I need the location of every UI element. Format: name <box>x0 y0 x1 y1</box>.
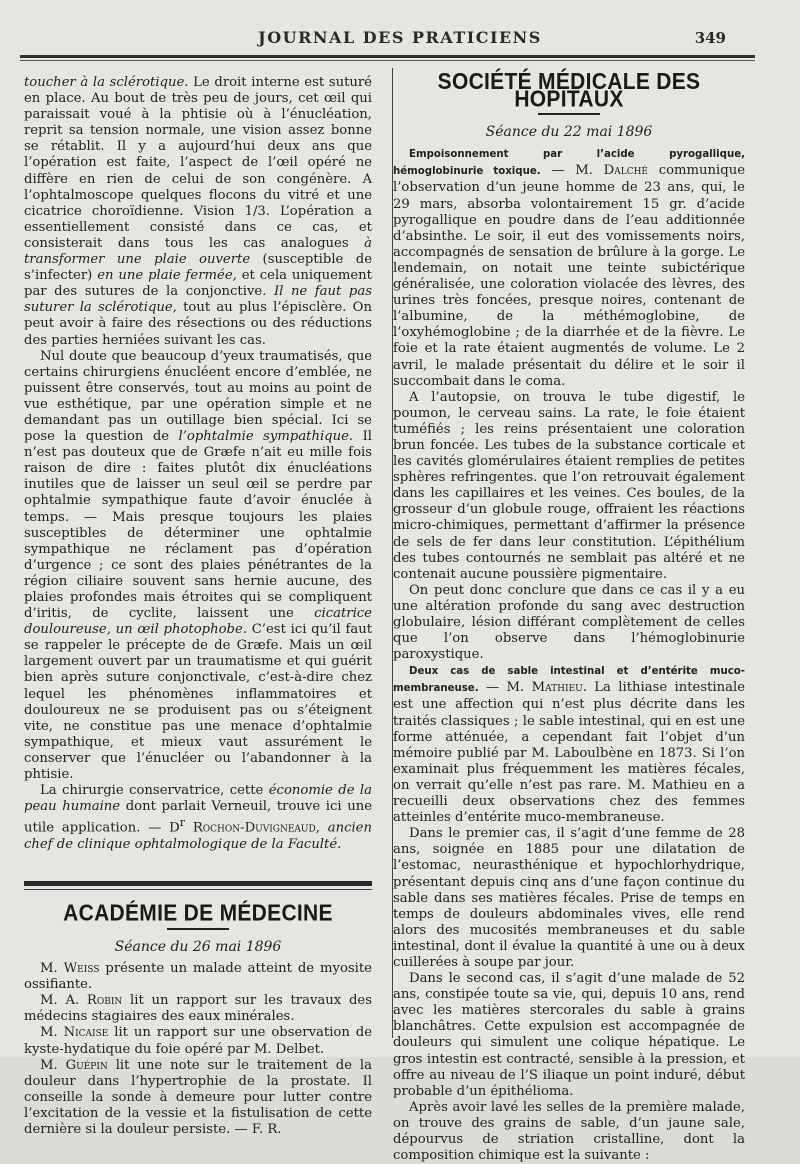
text-run: Le droit interne est suturé en place. Au bout de très peu de jours, cet œil qui paraissait voué à la phtisie où à l’énucléation, reprit sa tension normale, une vision assez bonne se rétablit. Il y a aujourd’hui deux ans que l’opération est faite, l’aspect de l’œil opéré ne diffère en rien de celui de son congénère. A l’ophtalmoscope quelques flocons du vitré et une cicatrice choroïdienne. Vision 1/3. L’opération a essentiellement consisté dans ce cas, et consisterait dans tous les cas analogues <box>24 75 372 251</box>
italic-phrase: cicatrice douloureuse, un œil photophobe. <box>24 606 372 638</box>
italic-phrase: l’ophtalmie sympathique. <box>178 429 354 445</box>
paragraph-intestinal-sand <box>393 663 745 826</box>
paragraph-conservative-surgery <box>24 783 372 853</box>
text-run: La chirurgie conservatrice, cette <box>40 783 269 799</box>
superscript: r <box>179 816 186 830</box>
societe-title: SOCIÉTÉ MÉDICALE DES HOPITAUX <box>437 68 701 112</box>
title-underline <box>538 113 600 115</box>
text-run: et cela uniquement par des sutures de la conjonctive. <box>24 268 372 300</box>
italic-phrase: toucher à la sclérotique. <box>24 75 189 90</box>
author-name: Rochon-Duvigneaud, <box>185 820 320 836</box>
text-run: Nul doute que beaucoup d’yeux traumatisés, que certains chirurgiens énucléent encore d’emblée, ne puissent être conservés, tout au moins au point de vue esthétique, par une opération simple et ne demandant pas un outillage bien spécial. Ici se pose la question de <box>24 348 372 445</box>
academie-item-robin <box>24 993 372 1025</box>
text-run: présente un malade atteint de myosite ossifiante. <box>24 961 372 993</box>
academie-item-weiss <box>24 961 372 993</box>
text-run: (susceptible de s’infecter) <box>24 252 372 284</box>
italic-phrase: à transformer une plaie ouverte <box>24 235 372 268</box>
paragraph-analysis: Après avoir lavé les selles de la première malade, on trouve des grains de sable, d’un jaune sale, dépourvus de striation cristalline, dont la composition chimique est la suivante : <box>393 1099 745 1164</box>
section-rule-thick <box>24 881 372 886</box>
societe-header <box>393 68 745 141</box>
journal-title: JOURNAL DES PRATICIENS <box>258 28 542 47</box>
academie-item-nicaise <box>24 1025 372 1057</box>
academie-section <box>24 881 372 1138</box>
speaker-name: M. Mathieu. <box>506 680 587 696</box>
academie-item-guepin <box>24 1058 372 1138</box>
italic-phrase: Il ne faut pas suturer la sclérotique, <box>24 284 372 316</box>
topic-heading: Empoisonnement par l’acide pyrogallique, hémoglobinurie toxique. <box>393 149 745 178</box>
text-run: C’est ici qu’il faut se rappeler le précepte de de Græfe. Mais un œil largement ouvert par un traumatisme et qui guérit bien après suture conjonctivale, c’est-à-dire chez lequel les phénomènes inflammatoires et douloureux ne se produisent pas ou s’éteignent vite, ne constitue pas une menace d’ophtalmie sympathique, et mieux vaut assurément le conserver que l’énucléer ou l’abandonner à la phtisie. <box>24 622 372 783</box>
speaker-name: M. Weiss <box>40 961 100 977</box>
italic-phrase: économie de la peau humaine <box>24 783 372 815</box>
left-column <box>24 75 372 1138</box>
italic-phrase: en une plaie fermée, <box>97 268 237 284</box>
title-underline <box>167 928 229 930</box>
paragraph-conclusion: On peut donc conclure que dans ce cas il y a eu une altération profonde du sang avec destruction globulaire, lésion différant complètement de celles que l’on observe dans l’hémoglobinurie paroxystique. <box>393 582 745 663</box>
right-column <box>393 68 745 1164</box>
header-rule <box>20 55 755 58</box>
societe-session-date: Séance du 22 mai 1896 <box>485 124 653 141</box>
paragraph-surgery-case <box>24 75 372 349</box>
speaker-name: M. A. Robin <box>40 993 123 1009</box>
speaker-name: M. Dalché <box>575 163 648 179</box>
text-run: communique l’observation d’un jeune homme de 23 ans, qui, le 29 mars, absorba volontairement 15 gr. d’acide pyrogallique en poudre dans de l’eau additionnée d’absinthe. Le soir, il eut des vomissements noirs, accompagnés de sensation de brûlure à la gorge. Le lendemain, on notait une teinte subictérique généralisée, une coloration violacée des lèvres, des urines très foncées, presque noires, contenant de l’albumine, de la méthémoglobine, de l’oxyhémoglobine ; de la diarrhée et de la fièvre. Le foie et la rate étaient augmentés de volume. Le 2 avril, le malade présentait du délire et le soir il succombait dans le coma. <box>393 163 745 389</box>
paragraph-second-case: Dans le second cas, il s’agit d’une malade de 52 ans, constipée toute sa vie, qui, depuis 10 ans, rend avec les matières stercorales du sable à grains blanchâtres. Cette expulsion est accompagnée de douleurs qui simulent une colique hépatique. Le gros intestin est contracté, sensible à la pression, et offre au niveau de l’S iliaque un point induré, début probable d’un épithélioma. <box>393 971 745 1099</box>
text-run: La lithiase intestinale est une affection qui n’est plus décrite dans les traités classiques ; le sable intestinal, qui en est une forme atténuée, a cependant fait l’objet d’un mémoire publié par M. Laboulbène en 1873. Si l’on examinait plus fréquemment les matières fécales, on verrait qu’elle n’est pas rare. M. Mathieu en a recueilli deux observations chez des femmes atteinles d’entérite muco-membraneuse. <box>393 680 745 826</box>
text-run: — <box>540 163 576 179</box>
header-rule-thin <box>20 60 755 61</box>
paragraph-autopsy: A l’autopsie, on trouva le tube digestif, le poumon, le cerveau sains. La rate, le foie étaient tuméfiés ; les reins présentaient une coloration brun foncée. Les tubes de la substance corticale et les cavités glomérulaires étaient remplies de petites sphères refringentes. que l’on retrouvait également dans les capillaires et les veines. Ces boules, de la grosseur d’un globule rouge, offraient les réactions micro-chimiques, permettant d’affirmer la présence de sels de fer dans leur constitution. L’épithélium des tubes contournés ne semblait pas altéré et ne contenait aucune poussière pigmentaire. <box>393 389 745 582</box>
paragraph-sympathetic-ophthalmia <box>24 349 372 784</box>
text-run: lit un rapport sur une observation de kyste-hydatique du foie opéré par M. Delbet. <box>24 1025 372 1057</box>
text-run: dont parlait Verneuil, trouve ici une utile application. — D <box>24 799 372 836</box>
speaker-name: M. Nicaise <box>40 1025 109 1041</box>
text-run: tout au plus l’épisclère. On peut avoir à faire des résections ou des réductions des parties herniées suivant les cas. <box>24 300 372 348</box>
author-title: ancien chef de clinique ophtalmologique de la Faculté. <box>24 820 372 852</box>
academie-title: ACADÉMIE DE MÉDECINE <box>63 900 333 926</box>
text-run: — <box>478 680 507 696</box>
text-run: lit un rapport sur les travaux des médecins stagiaires des eaux minérales. <box>24 993 372 1025</box>
text-run: lit une note sur le traitement de la douleur dans l’hypertrophie de la prostate. Il conseille la sonde à demeure pour lutter contre l’excitation de la vessie et la fistulisation de cette dernière si la douleur persiste. — F. R. <box>24 1057 373 1138</box>
topic-heading: Deux cas de sable intestinal et d’entérite muco-membraneuse. <box>393 666 745 695</box>
paragraph-pyrogallic-case <box>393 146 745 389</box>
academie-session-date: Séance du 26 mai 1896 <box>114 938 282 955</box>
page-number: 349 <box>694 29 726 47</box>
speaker-name: M. Guépin <box>40 1057 108 1073</box>
text-run: Il n’est pas douteux que de Græfe n’ait eu mille fois raison de dire : faites plutôt dix énucléations inutiles que de laisser un seul œil se perdre par ophtalmie sympathique faute d’avoir énuclée à temps. — Mais presque toujours les plaies susceptibles de déterminer une ophtalmie sympathique ne réclament pas d’opération d’urgence ; ce sont des plaies pénétrantes de la région ciliaire souvent sans hernie aucune, des plaies profondes mais étroites qui se compliquent d’iritis, de cyclite, laissent une <box>24 429 372 622</box>
paragraph-first-case: Dans le premier cas, il s’agit d’une femme de 28 ans, soignée en 1885 pour une dilatation de l’estomac, neurasthénique et hypochlorhydrique, présentant depuis cinq ans d’une façon continue du sable dans ses matières fécales. Prise de temps en temps de douleurs abdominales vives, elle rend alors des mucosités membraneuses et du sable intestinal, dont il évalue la quantité à une ou à deux cuillerées à soupe par jour. <box>393 826 745 970</box>
